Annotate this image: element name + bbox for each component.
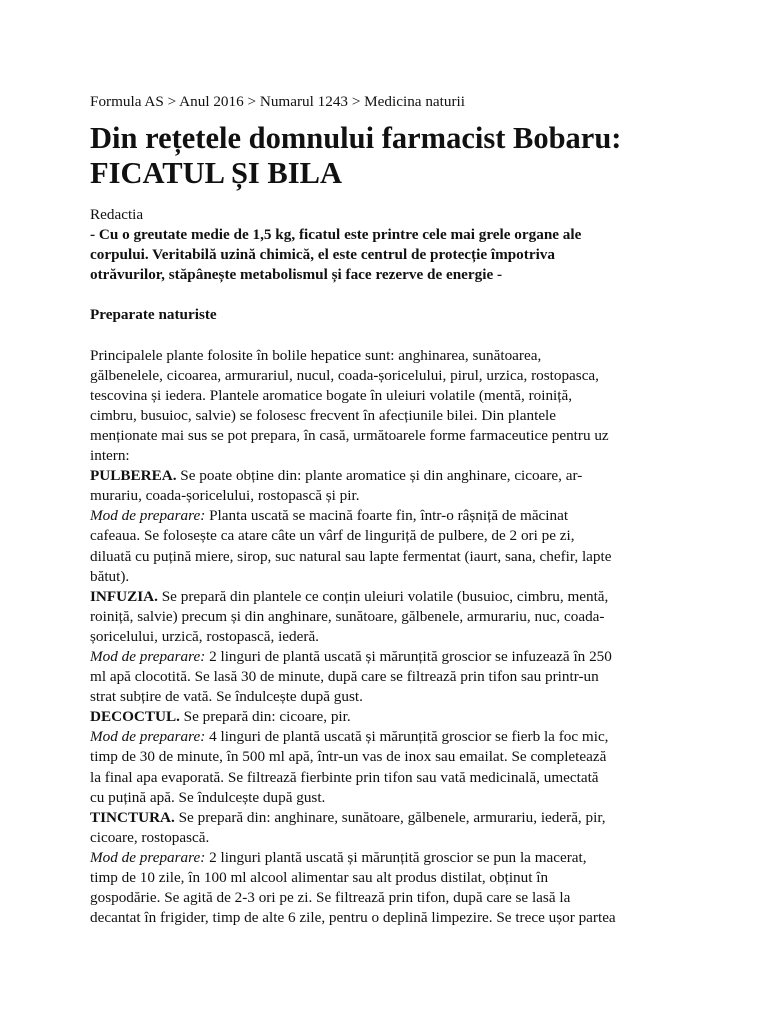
method-line	[90, 727, 690, 747]
preparation-text: Se prepară din plantele ce conțin uleiuri volatile (busuioc, cimbru, mentă,	[157, 587, 609, 605]
preparation-term: INFUZIA.	[90, 587, 158, 605]
method-line: gospodărie. Se agită de 2-3 ori pe zi. Se filtrează prin tifon, după care se lasă la	[90, 889, 571, 907]
preparation-line	[90, 587, 690, 607]
preparation-infuzia	[90, 587, 690, 708]
preparation-text: Se prepară din: anghinare, sunătoare, gălbenele, armurariu, iederă, pir,	[174, 808, 606, 826]
preparation-text: Se poate obține din: plante aromatice și din anghinare, cicoare, ar-	[176, 467, 583, 485]
intro-paragraph	[90, 346, 690, 467]
section-heading: Preparate naturiste	[90, 306, 217, 324]
article-title	[90, 121, 690, 191]
article-title-line: Din rețetele domnului farmacist Bobaru:	[90, 121, 622, 156]
method-line: cu puțină apă. Se îndulcește după gust.	[90, 788, 326, 806]
method-text: 2 linguri de plantă uscată și mărunțită groscior se infuzează în 250	[205, 647, 612, 665]
method-line: timp de 10 zile, în 100 ml alcool alimentar sau alt produs distilat, obținut în	[90, 869, 549, 886]
preparation-pulberea	[90, 466, 690, 587]
intro-line: Principalele plante folosite în bolile hepatice sunt: anghinarea, sunătoarea,	[90, 346, 542, 364]
preparation-line: șoricelului, urzică, rostopască, iederă.	[90, 627, 319, 645]
method-line: la final apa evaporată. Se filtrează fierbinte prin tifon sau vată medicinală, umectată	[90, 768, 599, 786]
method-line: timp de 30 de minute, în 500 ml apă, într-un vas de inox sau emailat. Se completează	[90, 748, 607, 766]
method-text: 2 linguri plantă uscată și mărunțită groscior se pun la macerat,	[205, 848, 587, 866]
method-line: bătut).	[90, 567, 130, 585]
intro-line: menționate mai sus se pot prepara, în casă, următoarele forme farmaceutice pentru uz	[90, 426, 609, 444]
preparation-text: Se prepară din: cicoare, pir.	[179, 708, 351, 726]
preparation-line: cicoare, rostopască.	[90, 828, 210, 846]
preparation-line	[90, 808, 690, 828]
author-name: Redactia	[90, 206, 144, 224]
breadcrumb: Formula AS > Anul 2016 > Numarul 1243 > Medicina naturii	[90, 93, 465, 110]
lead-line: corpului. Veritabilă uzină chimică, el este centrul de protecție împotriva	[90, 246, 555, 264]
method-line: ml apă clocotită. Se lasă 30 de minute, după care se filtrează prin tifon sau printr-un	[90, 668, 599, 686]
intro-line: gălbenelele, cicoarea, armurariul, nucul, coada-șoricelului, pirul, urzica, rostopasca,	[90, 366, 599, 384]
method-line: cafeaua. Se folosește ca atare câte un vârf de linguriță de pulbere, de 2 ori pe zi,	[90, 527, 575, 545]
preparation-decoctul	[90, 707, 690, 807]
method-label: Mod de preparare:	[90, 848, 206, 866]
preparation-term: DECOCTUL.	[90, 708, 180, 726]
intro-line: tescovina și iedera. Plantele aromatice bogate în uleiuri volatile (mentă, roiniță,	[90, 386, 573, 404]
preparation-line: roiniță, salvie) precum și din anghinare, sunătoare, gălbenele, armurariu, nuc, coada-	[90, 607, 605, 625]
method-line: decantat în frigider, timp de alte 6 zile, pentru o deplină limpezire. Se trece ușor partea	[90, 909, 616, 927]
preparation-line	[90, 466, 690, 486]
method-line: strat subțire de vată. Se îndulcește după gust.	[90, 688, 363, 706]
lead-line: - Cu o greutate medie de 1,5 kg, ficatul este printre cele mai grele organe ale	[90, 226, 582, 244]
method-line	[90, 647, 690, 667]
preparation-term: TINCTURA.	[90, 808, 175, 826]
article-lead	[90, 225, 690, 285]
preparation-tinctura	[90, 808, 690, 929]
article-title-line: FICATUL ȘI BILA	[90, 156, 342, 191]
method-label: Mod de preparare:	[90, 647, 206, 665]
preparation-line: murariu, coada-șoricelului, rostopască și pir.	[90, 487, 360, 505]
method-label: Mod de preparare:	[90, 728, 206, 746]
intro-line: intern:	[90, 447, 130, 465]
method-line	[90, 848, 690, 868]
method-line	[90, 506, 690, 526]
lead-line: otrăvurilor, stăpânește metabolismul și face rezerve de energie -	[90, 266, 503, 284]
method-label: Mod de preparare:	[90, 507, 206, 525]
method-text: Planta uscată se macină foarte fin, într-o râșniță de măcinat	[205, 507, 569, 525]
method-text: 4 linguri de plantă uscată și mărunțită groscior se fierb la foc mic,	[205, 728, 609, 746]
intro-line: cimbru, busuioc, salvie) se folosesc frecvent în afecțiunile bilei. Din plantele	[90, 406, 557, 424]
method-line: diluată cu puțină miere, sirop, suc natural sau lapte fermentat (iaurt, sana, chefir, lapte	[90, 547, 612, 565]
preparation-term: PULBEREA.	[90, 467, 177, 485]
document-page	[90, 92, 690, 928]
preparation-line	[90, 707, 690, 727]
